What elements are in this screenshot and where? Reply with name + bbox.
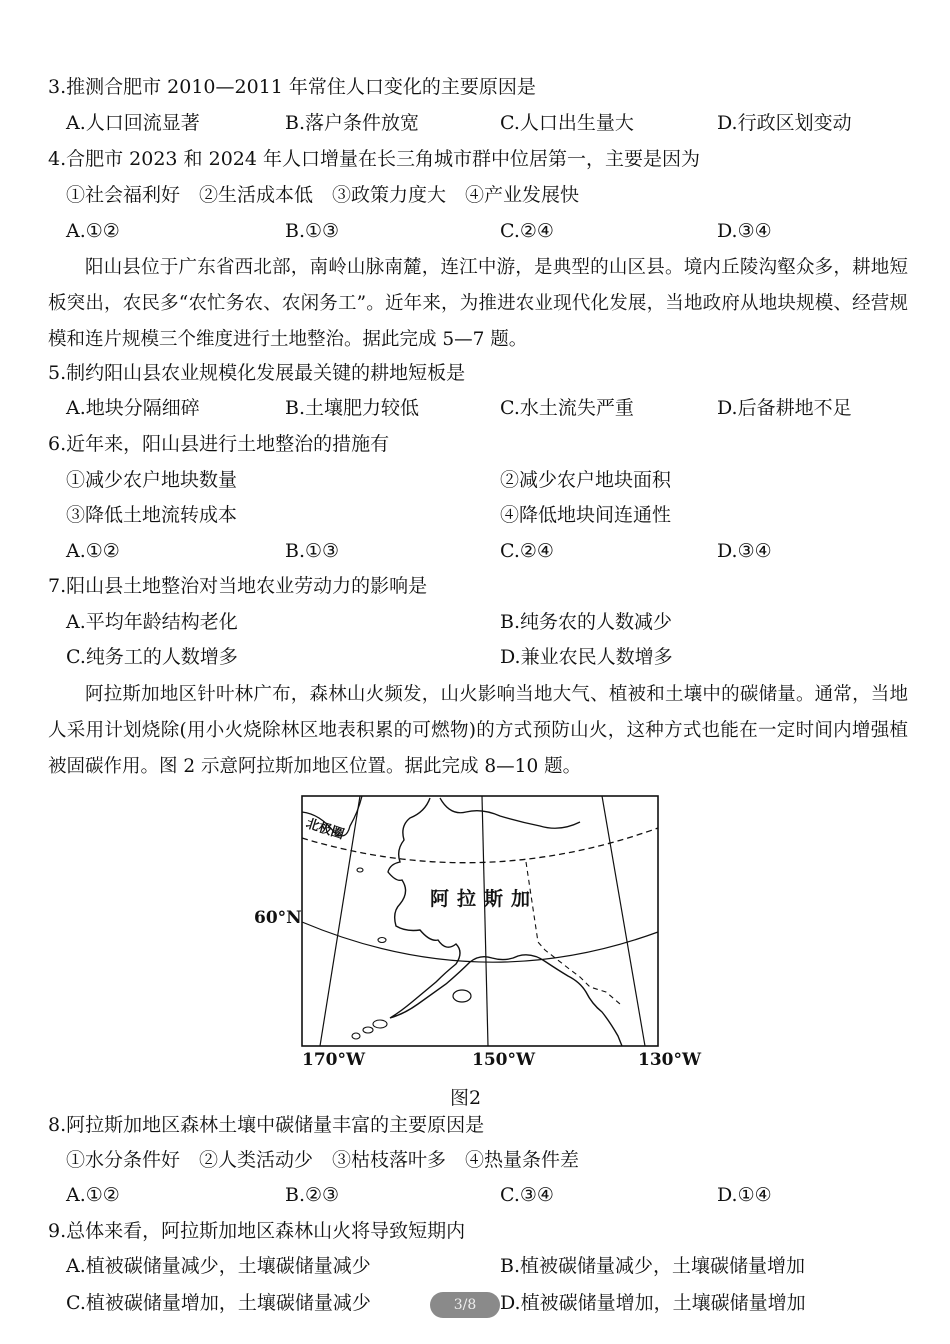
lon-170w-label: 170°W <box>302 1050 366 1070</box>
q4-option-a: A.①② <box>66 220 120 242</box>
q9-option-c: C.植被碳储量增加，土壤碳储量减少 <box>66 1292 371 1314</box>
alaska-label: 阿拉斯加 <box>430 888 539 910</box>
q4-option-d: D.③④ <box>717 220 772 242</box>
q3-option-d: D.行政区划变动 <box>717 112 852 134</box>
q6-stem: 6.近年来，阳山县进行土地整治的措施有 <box>48 433 390 455</box>
q8-option-a: A.①② <box>66 1184 120 1206</box>
q6-item-2: ②减少农户地块面积 <box>500 469 672 491</box>
map-frame <box>302 796 658 1046</box>
q7-option-d: D.兼业农民人数增多 <box>500 646 673 668</box>
page-number-badge: 3/8 <box>430 1292 500 1318</box>
figure-caption: 图2 <box>450 1087 482 1109</box>
q8-option-d: D.①④ <box>717 1184 772 1206</box>
q8-items: ①水分条件好 ②人类活动少 ③枯枝落叶多 ④热量条件差 <box>66 1149 580 1171</box>
q4-option-c: C.②④ <box>500 220 554 242</box>
passage-5-7: 阳山县位于广东省西北部，南岭山脉南麓，连江中游，是典型的山区县。境内丘陵沟壑众多，耕地短板突出，农民多“农忙务农、农闲务工”。近年来，为推进农业现代化发展，当地政府从地块规模、经营规模和连片规模三个维度进行土地整治。据此完成 5—7 题。 <box>48 257 908 350</box>
q6-option-b: B.①③ <box>285 540 340 562</box>
q5-option-d: D.后备耕地不足 <box>717 397 852 419</box>
q3-stem: 3.推测合肥市 2010—2011 年常住人口变化的主要原因是 <box>48 76 536 98</box>
q8-stem: 8.阿拉斯加地区森林土壤中碳储量丰富的主要原因是 <box>48 1114 485 1136</box>
q5-option-a: A.地块分隔细碎 <box>66 397 200 419</box>
q3-option-a: A.人口回流显著 <box>66 112 200 134</box>
q6-item-3: ③降低土地流转成本 <box>66 504 238 526</box>
passage-8-10: 阿拉斯加地区针叶林广布，森林山火频发，山火影响当地大气、植被和土壤中的碳储量。通常，当地人采用计划烧除(用小火烧除林区地表积累的可燃物)的方式预防山火，这种方式也能在一定时间内增强植被固碳作用。图 2 示意阿拉斯加地区位置。据此完成 8—10 题。 <box>48 684 908 777</box>
q9-stem: 9.总体来看，阿拉斯加地区森林山火将导致短期内 <box>48 1220 466 1242</box>
q5-option-c: C.水土流失严重 <box>500 397 634 419</box>
q5-stem: 5.制约阳山县农业规模化发展最关键的耕地短板是 <box>48 362 466 384</box>
q9-option-b: B.植被碳储量减少，土壤碳储量增加 <box>500 1255 806 1277</box>
q4-items: ①社会福利好 ②生活成本低 ③政策力度大 ④产业发展快 <box>66 184 580 206</box>
q6-item-4: ④降低地块间连通性 <box>500 504 672 526</box>
q9-option-a: A.植被碳储量减少，土壤碳储量减少 <box>66 1255 371 1277</box>
q8-option-c: C.③④ <box>500 1184 554 1206</box>
q3-option-c: C.人口出生量大 <box>500 112 634 134</box>
q9-option-d: D.植被碳储量增加，土壤碳储量增加 <box>500 1292 806 1314</box>
lon-130w-label: 130°W <box>638 1050 702 1070</box>
q7-option-c: C.纯务工的人数增多 <box>66 646 238 668</box>
q3-option-b: B.落户条件放宽 <box>285 112 420 134</box>
arctic-circle-label: 北极圈 <box>304 816 346 843</box>
alaska-map-figure <box>250 792 710 1082</box>
lon-150w-label: 150°W <box>472 1050 536 1070</box>
q6-option-d: D.③④ <box>717 540 772 562</box>
q6-item-1: ①减少农户地块数量 <box>66 469 238 491</box>
q6-option-c: C.②④ <box>500 540 554 562</box>
q6-option-a: A.①② <box>66 540 120 562</box>
lat-60n-label: 60°N <box>254 908 302 928</box>
q5-option-b: B.土壤肥力较低 <box>285 397 420 419</box>
q7-stem: 7.阳山县土地整治对当地农业劳动力的影响是 <box>48 575 428 597</box>
q7-option-a: A.平均年龄结构老化 <box>66 611 238 633</box>
q8-option-b: B.②③ <box>285 1184 340 1206</box>
q7-option-b: B.纯务农的人数减少 <box>500 611 673 633</box>
q4-option-b: B.①③ <box>285 220 340 242</box>
q4-stem: 4.合肥市 2023 和 2024 年人口增量在长三角城市群中位居第一，主要是因为 <box>48 148 700 170</box>
